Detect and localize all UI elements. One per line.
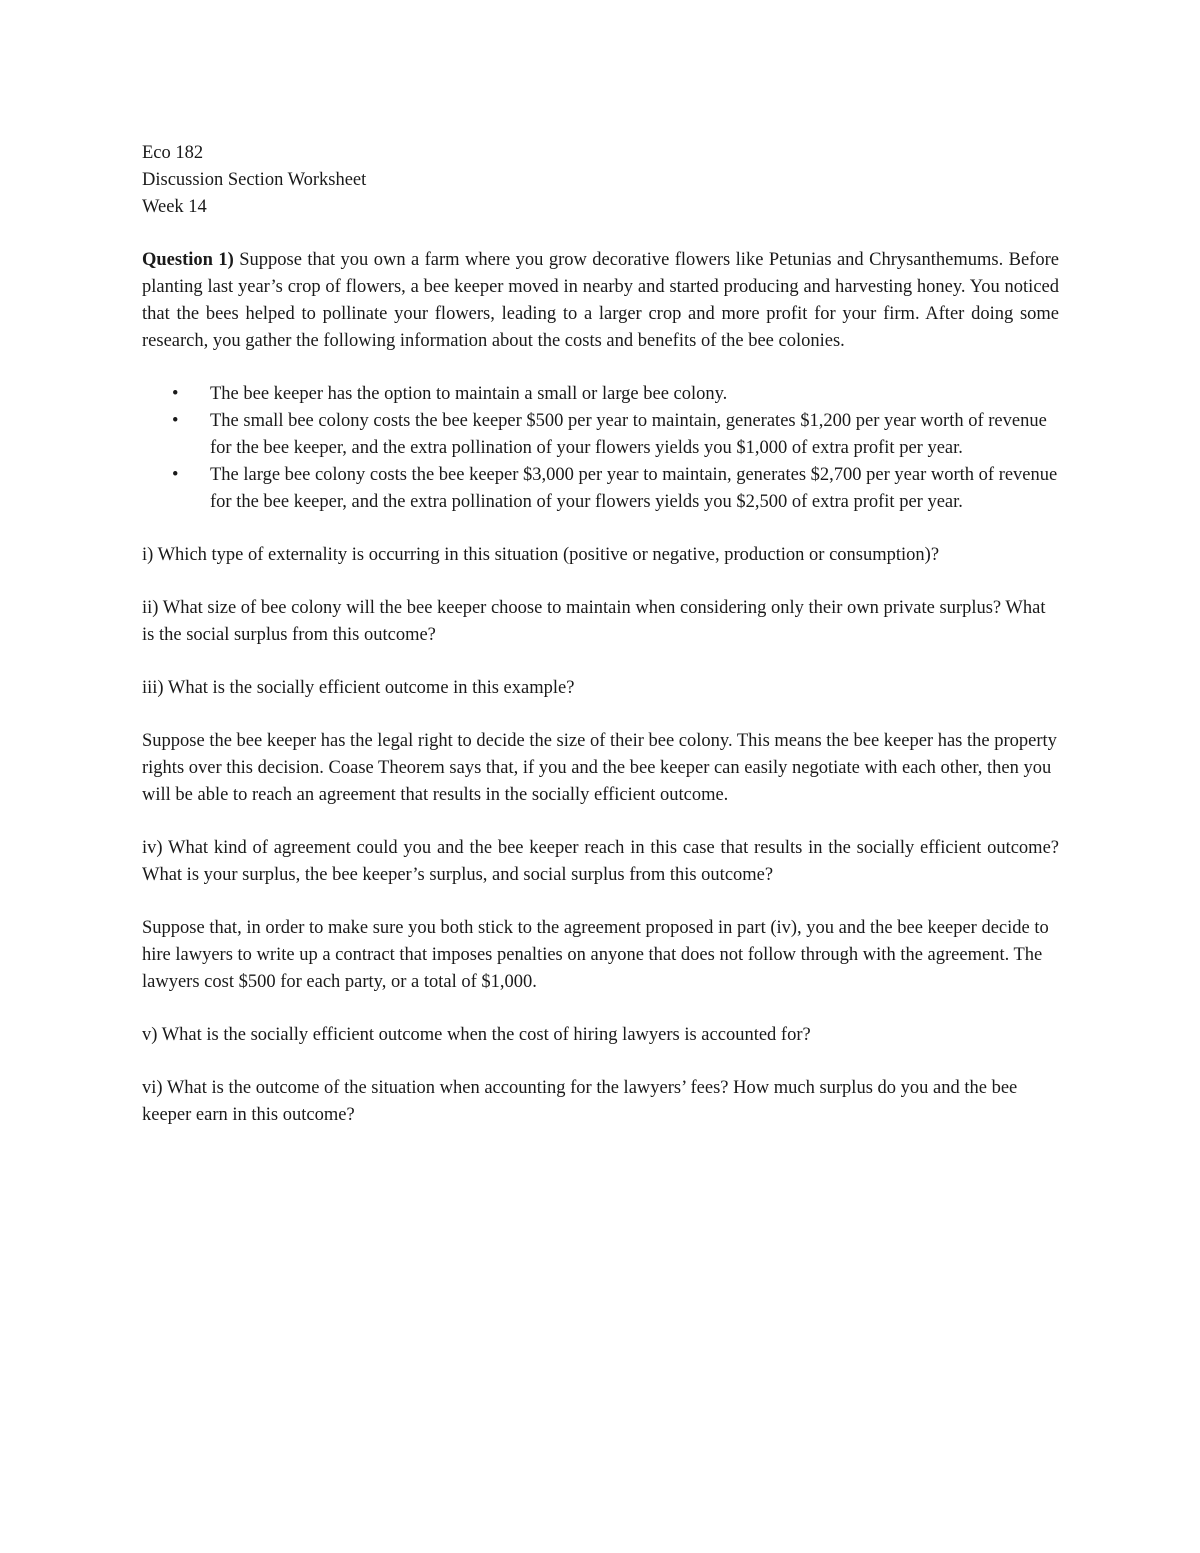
list-item-text: The small bee colony costs the bee keeper $500 per year to maintain, generates $1,200 per year worth of revenue for the bee keeper, and the extra pollination of your flowers yields you $1,000 of extra profit per year. xyxy=(210,411,1047,458)
list-item xyxy=(142,408,1059,462)
list-item xyxy=(142,462,1059,516)
question-part-i: i) Which type of externality is occurring in this situation (positive or negative, production or consumption)? xyxy=(142,545,940,565)
question-1-text: Suppose that you own a farm where you grow decorative flowers like Petunias and Chrysanthemums. Before planting last year’s crop of flowers, a bee keeper moved in nearby and started producing and harvesting honey. You noticed that the bees helped to pollinate your flowers, leading to a larger crop and more profit for your firm. After doing some research, you gather the following information about the costs and benefits of the bee colonies. xyxy=(142,250,1059,351)
question-part-iii: iii) What is the socially efficient outcome in this example? xyxy=(142,678,575,698)
list-item-text: The large bee colony costs the bee keeper $3,000 per year to maintain, generates $2,700 per year worth of revenue for the bee keeper, and the extra pollination of your flowers yields you $2,500 of extra profit per year. xyxy=(210,465,1058,512)
bullet-icon: • xyxy=(172,411,179,431)
question-part-vi: vi) What is the outcome of the situation when accounting for the lawyers’ fees? How much surplus do you and the bee keeper earn in this outcome? xyxy=(142,1078,1018,1125)
bullet-icon: • xyxy=(172,465,179,485)
list-item-text: The bee keeper has the option to maintain a small or large bee colony. xyxy=(210,384,728,404)
list-item xyxy=(142,381,1059,408)
bullet-icon: • xyxy=(172,384,179,404)
question-1-label: Question 1) xyxy=(142,250,234,270)
worksheet-title: Discussion Section Worksheet xyxy=(142,170,367,190)
colony-facts-list xyxy=(142,381,1059,516)
question-part-iv: iv) What kind of agreement could you and the bee keeper reach in this case that results in the socially efficient outcome? What is your surplus, the bee keeper’s surplus, and social surplus from this outcome? xyxy=(142,838,1059,885)
course-name: Eco 182 xyxy=(142,143,204,163)
worksheet-header xyxy=(142,140,1059,221)
lawyers-paragraph: Suppose that, in order to make sure you both stick to the agreement proposed in part (iv), you and the bee keeper decide to hire lawyers to write up a contract that imposes penalties on anyone that does not follow through with the agreement. The lawyers cost $500 for each party, or a total of $1,000. xyxy=(142,918,1049,992)
question-part-v: v) What is the socially efficient outcome when the cost of hiring lawyers is accounted for? xyxy=(142,1025,811,1045)
question-part-ii: ii) What size of bee colony will the bee keeper choose to maintain when considering only their own private surplus? What is the social surplus from this outcome? xyxy=(142,598,1046,645)
worksheet-content xyxy=(142,140,1059,1155)
coase-theorem-paragraph: Suppose the bee keeper has the legal right to decide the size of their bee colony. This means the bee keeper has the property rights over this decision. Coase Theorem says that, if you and the bee keeper can easily negotiate with each other, then you will be able to reach an agreement that results in the socially efficient outcome. xyxy=(142,731,1057,805)
question-1-intro xyxy=(142,247,1059,355)
week-label: Week 14 xyxy=(142,197,207,217)
